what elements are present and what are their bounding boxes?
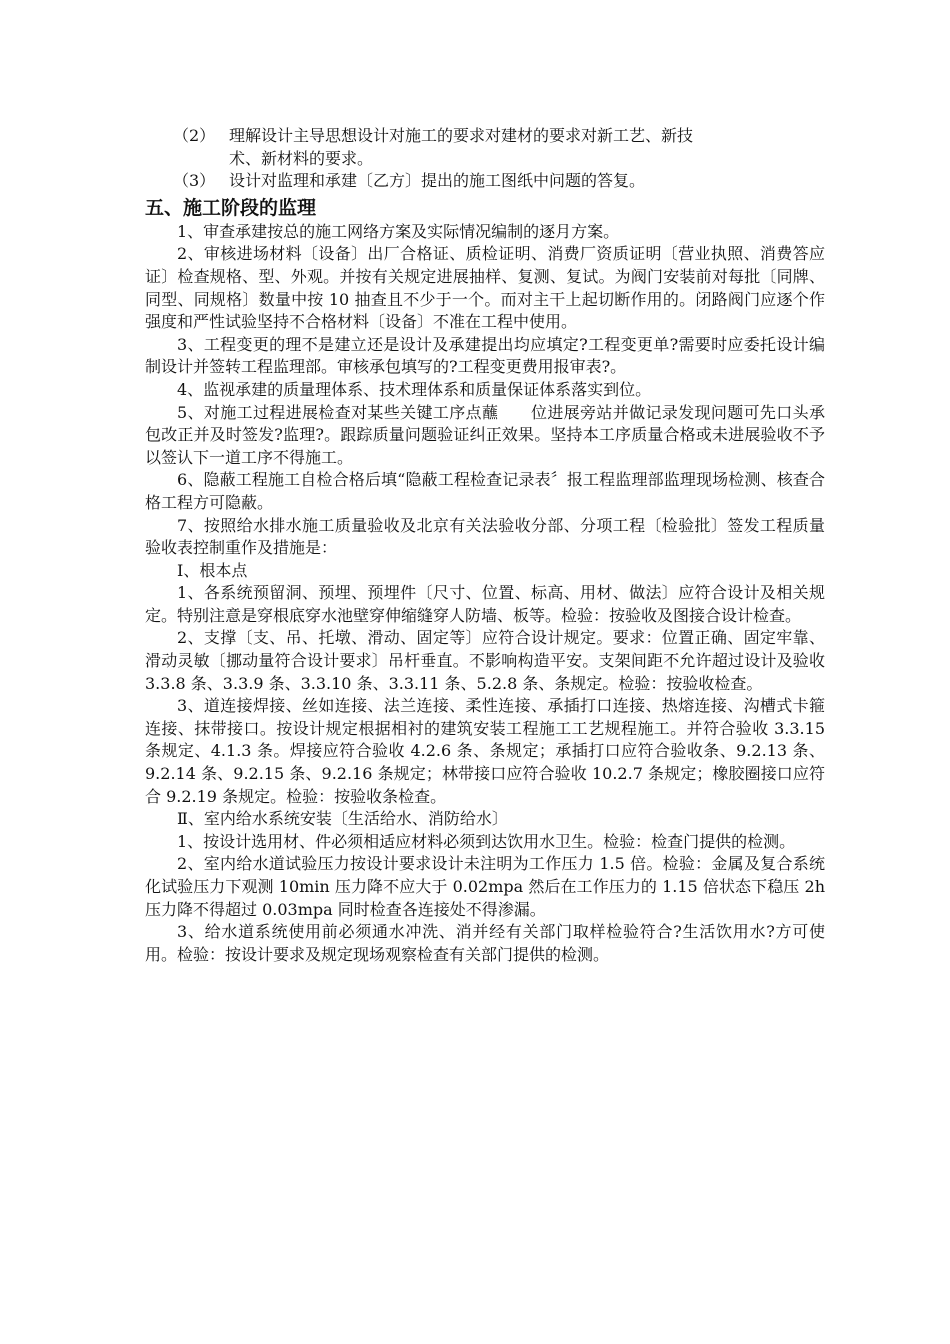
subsection-title: Ⅰ、根本点 [177,560,248,580]
paragraph: 1、各系统预留洞、预埋、预埋件〔尺寸、位置、标高、用材、做法〕应符合设计及相关规定。特别注意是穿根底穿水池壁穿伸缩缝穿人防墙、板等。检验：按验收及图接合设计检查。 [145,583,825,625]
paragraph: 1、按设计选用材、件必须相适应材料必须到达饮用水卫生。检验：检查门提供的检测。 [177,831,796,851]
paragraph: 2、支撑〔支、吊、托墩、滑动、固定等〕应符合设计规定。要求：位置正确、固定牢靠、滑动灵敏〔挪动量符合设计要求〕吊杆垂直。不影响构造平安。支架间距不允许超过设计及验收 3.3.8 条、3.3.9 条、3.3.10 条、3.3.11 条、5.2.8 条、条规定。检验：按验收检查。 [145,628,825,693]
paragraph: 2、审核进场材料〔设备〕出厂合格证、质检证明、消费厂资质证明〔营业执照、消费答应证〕检查规格、型、外观。并按有关规定进展抽样、复测、复试。为阀门安装前对每批〔同牌、同型、同规格〕数量中按 10 抽查且不少于一个。而对主干上起切断作用的。闭路阀门应逐个作强度和严性试验坚持不合格材料〔设备〕不准在工程中使用。 [145,244,825,332]
paragraph: 5、对施工过程进展检查对某些关键工序点蘸 位进展旁站并做记录发现问题可先口头承包改正并及时签发?监理?。跟踪质量问题验证纠正效果。坚持本工序质量合格或未进展验收不予以签认下一道工序不得施工。 [145,402,825,467]
paragraph: 2、室内给水道试验压力按设计要求设计未注明为工作压力 1.5 倍。检验：金属及复合系统化试验压力下观测 10min 压力降不应大于 0.02mpa 然后在工作压力的 1.15 倍状态下稳压 2h 压力降不得超过 0.03mpa 同时检查各连接处不得渗漏。 [145,854,825,919]
list-item [145,125,825,148]
document-page [145,125,825,966]
list-item [145,170,825,193]
paragraph: 3、给水道系统使用前必须通水冲洗、消并经有关部门取样检验符合?生活饮用水?方可使用。检验：按设计要求及规定现场观察检查有关部门提供的检测。 [145,922,825,964]
section-heading: 五、施工阶段的监理 [145,196,317,219]
paragraph: 7、按照给水排水施工质量验收及北京有关法验收分部、分项工程〔检验批〕签发工程质量验收表控制重作及措施是： [145,515,825,558]
list-item-text: 设计对监理和承建〔乙方〕提出的施工图纸中问题的答复。 [229,171,646,191]
paragraph: 3、道连接焊接、丝如连接、法兰连接、柔性连接、承插打口连接、热熔连接、沟槽式卡箍连接、抹带接口。按设计规定根据相衬的建筑安装工程施工工艺规程施工。并符合验收 3.3.15 条规定、4.1.3 条。焊接应符合验收 4.2.6 条、条规定；承插打口应符合验收条、9.2.13 条、9.2.14 条、9.2.15 条、9.2.16 条规定；林带接口应符合验收 10.2.7 条规定；橡胶圈接口应符合 9.2.19 条规定。检验：按验收条检查。 [145,696,825,806]
subsection-title: Ⅱ、室内给水系统安装〔生活给水、消防给水〕 [177,809,508,829]
paragraph: 4、监视承建的质量理体系、技术理体系和质量保证体系落实到位。 [177,379,652,399]
list-item-continuation: 术、新材料的要求。 [229,148,374,168]
list-item-number: （2） [173,126,216,145]
list-item-text: 理解设计主导思想设计对施工的要求对建材的要求对新工艺、新技 [229,126,694,145]
paragraph: 1、审查承建按总的施工网络方案及实际情况编制的逐月方案。 [177,221,620,241]
list-item-number: （3） [173,171,216,191]
paragraph: 6、隐蔽工程施工自检合格后填“隐蔽工程检查记录表〞报工程监理部监理现场检测、核查合格工程方可隐蔽。 [145,470,825,512]
paragraph: 3、工程变更的理不是建立还是设计及承建提出均应填定?工程变更单?需要时应委托设计编制设计并签转工程监理部。审核承包填写的?工程变更费用报审表?。 [145,334,825,377]
